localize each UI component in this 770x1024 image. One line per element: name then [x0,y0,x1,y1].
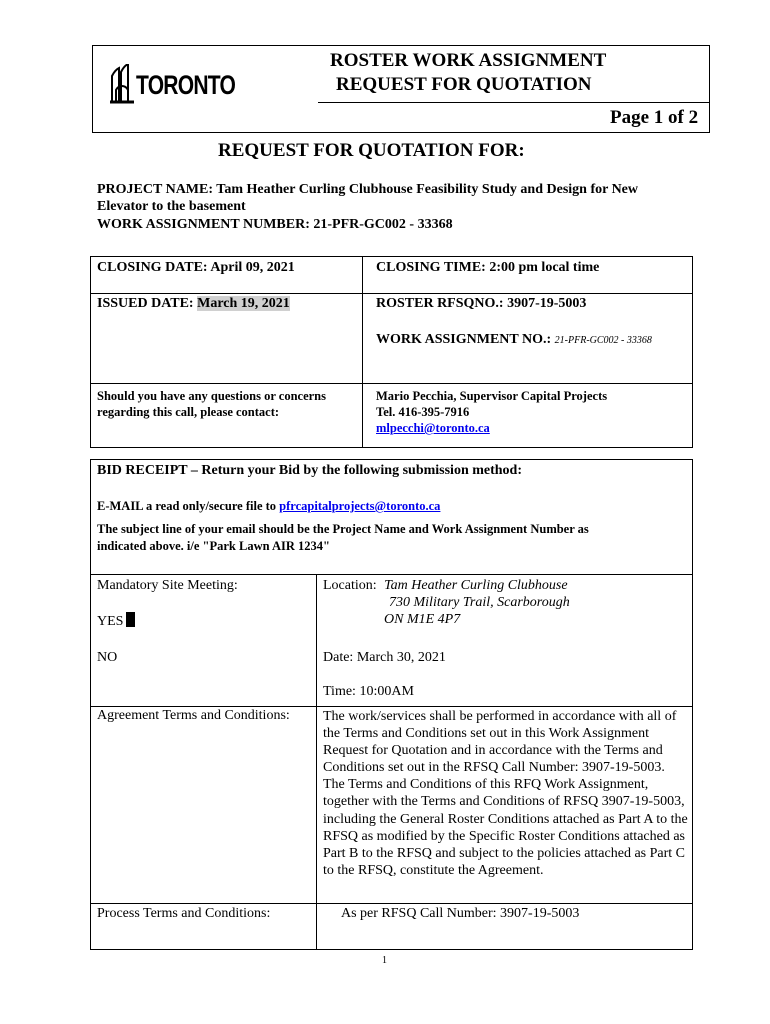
bid-table-rule [90,574,693,575]
location-line1: Tam Heather Curling Clubhouse [384,578,568,593]
city-hall-icon [110,64,136,104]
bid-table-divider [316,574,317,950]
location-label: Location: [323,578,377,593]
location-line2: 730 Military Trail, Scarborough [389,595,570,610]
doc-title-line2: REQUEST FOR QUOTATION [336,74,592,95]
work-assignment-value: 21-PFR-GC002 - 33368 [554,335,652,346]
section-heading: REQUEST FOR QUOTATION FOR: [218,140,525,161]
yes-checkbox[interactable] [126,612,135,627]
logo-text: TORONTO [136,70,236,100]
subject-line1: The subject line of your email should be the Project Name and Work Assignment Number as [97,522,589,536]
contact-name: Mario Pecchia, Supervisor Capital Projects [376,389,608,403]
closing-date-label: CLOSING DATE: [97,260,208,275]
location-line3: ON M1E 4P7 [384,612,461,627]
closing-date-value: April 09, 2021 [210,260,295,275]
work-assignment-no [376,332,652,348]
email-prefix: E-MAIL a read only/secure file to [97,499,277,513]
location [323,578,568,594]
issued-date-label: ISSUED DATE: [97,296,194,311]
work-assignment-number: WORK ASSIGNMENT NUMBER: 21-PFR-GC002 - 33368 [97,217,453,232]
contact-email[interactable]: mlpecchi@toronto.ca [376,421,490,435]
bid-table-rule [90,903,693,904]
roster-rfsq: ROSTER RFSQNO.: 3907-19-5003 [376,296,587,311]
issued-date [97,296,290,312]
questions-line1: Should you have any questions or concerns [97,389,326,403]
bid-table-rule [90,706,693,707]
meeting-date: Date: March 30, 2021 [323,650,446,665]
process-text: As per RFSQ Call Number: 3907-19-5003 [341,906,580,921]
closing-date [97,260,295,276]
agreement-text: The work/services shall be performed in accordance with all of the Terms and Conditions set out in this Work Assignment Request for Quotation and in accordance with the Terms and Conditions set out in the RFSQ Call Number: 3907-19-5003. The Terms and Conditions of this RFQ Work Assignment, together with the Terms and Conditions of RFSQ 3907-19-5003, including the General Roster Conditions attached as Part A to the RFSQ as modified by the Specific Roster Conditions attached as Part B to the RFSQ and subject to the policies attached as Part C to the RFSQ, constitute the Agreement. [323,709,688,878]
page-number: 1 [382,955,387,966]
work-assignment-label: WORK ASSIGNMENT NO.: [376,332,552,347]
subject-line2: indicated above. i/e "Park Lawn AIR 1234" [97,539,330,553]
issued-date-value: March 19, 2021 [197,296,290,311]
info-table-divider [362,256,363,448]
site-meeting-no: NO [97,650,118,665]
email-submission [97,499,440,514]
header-divider [318,102,710,103]
process-label: Process Terms and Conditions: [97,906,271,921]
site-meeting-yes[interactable] [97,612,135,630]
project-name-line1: PROJECT NAME: Tam Heather Curling Clubhouse Feasibility Study and Design for New [97,182,639,197]
site-meeting-label: Mandatory Site Meeting: [97,578,238,593]
info-table-rule [90,293,693,294]
yes-label: YES [97,614,124,629]
contact-email-link[interactable] [376,421,490,436]
questions-line2: regarding this call, please contact: [97,405,280,419]
agreement-label: Agreement Terms and Conditions: [97,708,290,723]
project-name-line2: Elevator to the basement [97,199,246,214]
page-indicator: Page 1 of 2 [610,107,699,128]
bid-receipt-title: BID RECEIPT – Return your Bid by the following submission method: [97,463,523,478]
closing-time: CLOSING TIME: 2:00 pm local time [376,260,600,275]
info-table-rule [90,383,693,384]
doc-title-line1: ROSTER WORK ASSIGNMENT [330,50,607,71]
meeting-time: Time: 10:00AM [323,684,414,699]
submission-email-link[interactable]: pfrcapitalprojects@toronto.ca [279,499,441,513]
contact-tel: Tel. 416-395-7916 [376,405,470,419]
toronto-logo [110,64,236,104]
